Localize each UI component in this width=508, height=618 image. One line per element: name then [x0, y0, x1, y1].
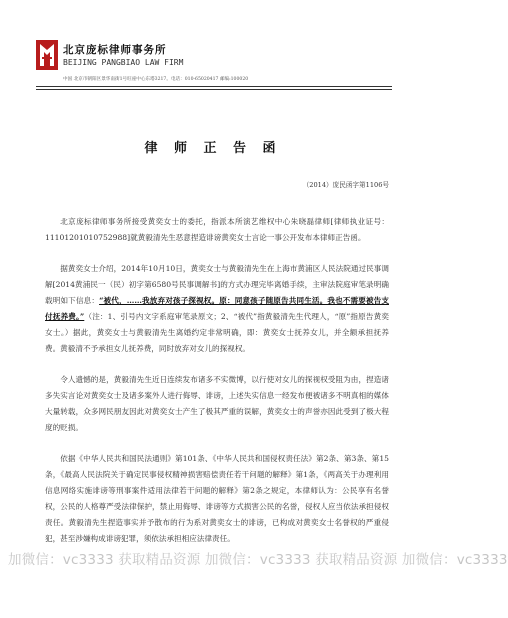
- firm-logo-icon: [36, 40, 58, 70]
- paragraph-2-intro: 据黄奕女士介绍，2014年10月10日，黄奕女士与黄毅清先生在上海市黄浦区人民法院通过民事调解[2014黄浦民一（民）初字第6580号民事调解书]的方式办理完毕离婚手续，主审法院庭审笔录明确载明如下信息：: [45, 264, 389, 305]
- firm-name-cn: 北京庞标律师事务所: [63, 44, 167, 56]
- firm-address: 中国 北京市朝阳区景华南街1号旺座中心东塔3217。电话：010-65020417 邮编:100020: [63, 77, 249, 82]
- court-record-quote: “被代，……我放弃对孩子探视权。原：同意孩子随原告共同生活。我也不需要被告支付抚养费。”: [45, 296, 389, 321]
- firm-name-en: BEIJING PANGBIAO LAW FIRM: [63, 58, 184, 67]
- letterhead-divider-thin: [36, 89, 392, 90]
- reference-number: （2014）庞民函字第1106号: [302, 181, 389, 189]
- paragraph-2: [45, 261, 389, 357]
- document-title: 律 师 正 告 函: [144, 141, 282, 156]
- letter-body: [45, 214, 389, 562]
- paragraph-2-rest: （注：1、引号内文字系庭审笔录原文；2、“被代”指黄毅清先生代理人，“原”指原告黄奕女士。）据此，黄奕女士与黄毅清先生离婚约定非常明确，即：黄奕女士抚养女儿，并全额承担抚养费。黄毅清不予承担女儿抚养费，同时放弃对女儿的探视权。: [45, 312, 390, 353]
- watermark-overlay: 加微信：vc3333 获取精品资源 加微信：vc3333 获取精品资源 加微信：vc3333: [8, 552, 508, 568]
- letterhead-divider: [36, 86, 392, 87]
- paragraph-3: 令人遗憾的是，黄毅清先生近日连续发布诸多不实微博，以行使对女儿的探视权受阻为由，捏造诸多失实言论对黄奕女士及诸多案外人进行侮辱、诽谤，上述失实信息一经发布便被诸多不明真相的媒体大量转载，众多网民朋友因此对黄奕女士产生了极其严重的误解，黄奕女士的声誉亦因此受到了极大程度的贬损。: [45, 375, 389, 432]
- paragraph-4: 依据《中华人民共和国民法通则》第101条、《中华人民共和国侵权责任法》第2条、第3条、第15条，《最高人民法院关于确定民事侵权精神损害赔偿责任若干问题的解释》第1条，《两高关于办理利用信息网络实施诽谤等刑事案件适用法律若干问题的解释》第2条之规定，本律师认为：公民享有名誉权，公民的人格尊严受法律保护，禁止用侮辱、诽谤等方式损害公民的名誉，侵权人应当依法承担侵权责任。黄毅清先生捏造事实并予散布的行为系对黄奕女士的诽谤，已构成对黄奕女士名誉权的严重侵犯，甚至涉嫌构成诽谤犯罪，须依法承担相应法律责任。: [45, 454, 389, 543]
- paragraph-1: 北京庞标律师事务所接受黄奕女士的委托，指派本所演艺维权中心朱晓磊律师[律师执业证号：11101201010752988]就黄毅清先生恶意捏造诽谤黄奕女士言论一事公开发布本律师正告函。: [45, 217, 389, 242]
